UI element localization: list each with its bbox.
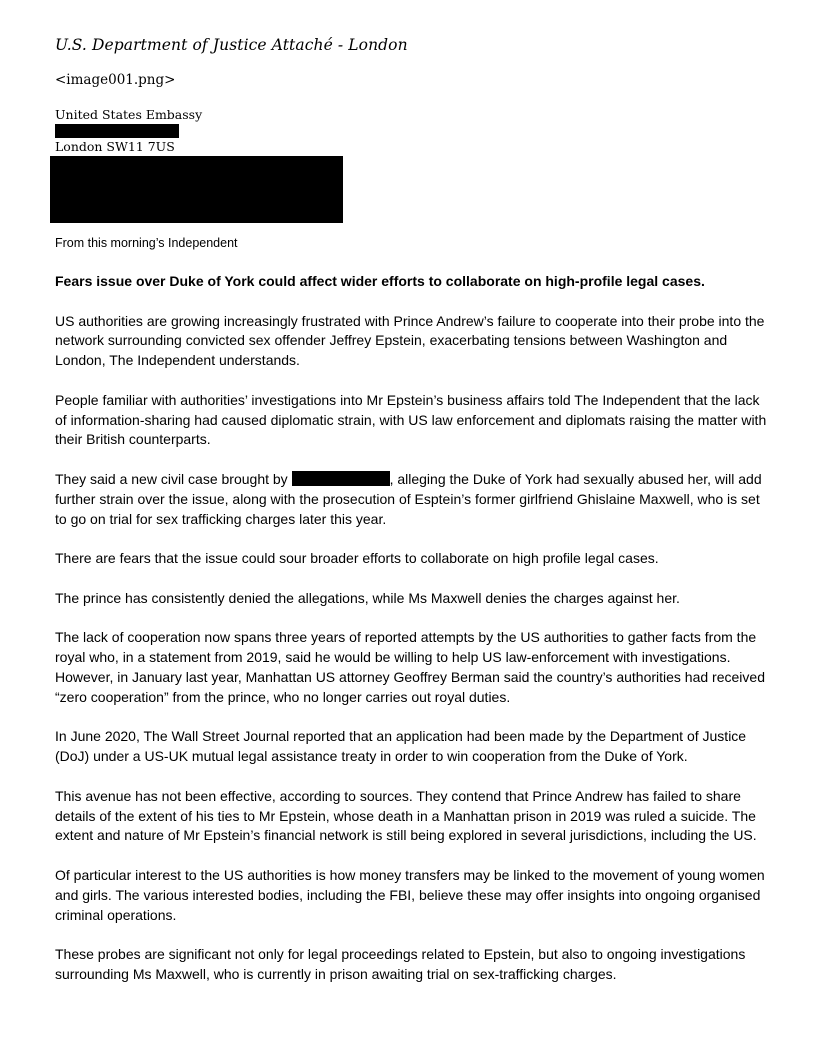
article-paragraph-1: US authorities are growing increasingly frustrated with Prince Andrew’s failure to cooperate into their probe into the network surrounding convicted sex offender Jeffrey Epstein, exacerbating tensions between Washington and London, The Independent understands. xyxy=(55,312,765,369)
article-paragraph-4: There are fears that the issue could sour broader efforts to collaborate on high profile legal cases. xyxy=(55,550,659,567)
embassy-city: London SW11 7US xyxy=(55,139,175,154)
article-paragraph-5: The prince has consistently denied the allegations, while Ms Maxwell denies the charges against her. xyxy=(55,589,680,606)
redaction-block xyxy=(50,156,343,223)
article-paragraph-9: Of particular interest to the US authorities is how money transfers may be linked to the movement of young women and girls. The various interested bodies, including the FBI, believe these may offer insights into ongoing organised criminal operations. xyxy=(55,866,765,923)
article-body xyxy=(55,272,767,1004)
redaction-name xyxy=(292,471,390,486)
article-paragraph-10: These probes are significant not only for legal proceedings related to Epstein, but also to ongoing investigations surrounding Ms Maxwell, who is currently in prison awaiting trial on sex-trafficking charges. xyxy=(55,946,746,982)
paragraph-3-after: , alleging the Duke of York had sexually abused her, will add further strain over the issue, along with the prosecution of Esptein’s former girlfriend Ghislaine Maxwell, who is set to go on trial for sex trafficking charges later this year. xyxy=(55,470,762,527)
article-paragraph-8: This avenue has not been effective, according to sources. They contend that Prince Andrew has failed to share details of the extent of his ties to Mr Epstein, whose death in a Manhattan prison in 2019 was ruled a suicide. The extent and nature of Mr Epstein’s financial network is still being explored in several jurisdictions, including the US. xyxy=(55,787,757,844)
source-line: From this morning’s Independent xyxy=(55,236,238,250)
article-paragraph-6: The lack of cooperation now spans three years of reported attempts by the US authorities to gather facts from the royal who, in a statement from 2019, said he would be willing to help US law-enforcement with investigations. However, in January last year, Manhattan US attorney Geoffrey Berman said the country’s authorities had received “zero cooperation” from the prince, who no longer carries out royal duties. xyxy=(55,629,765,705)
article-paragraph-2: People familiar with authorities’ investigations into Mr Epstein’s business affairs told The Independent that the lack of information-sharing had caused diplomatic strain, with US law enforcement and diplomats raising the matter with their British counterparts. xyxy=(55,391,767,448)
image-placeholder-text: <image001.png> xyxy=(55,72,176,88)
embassy-name: United States Embassy xyxy=(55,107,203,122)
paragraph-3-before: They said a new civil case brought by xyxy=(55,470,292,487)
letterhead-title: U.S. Department of Justice Attaché - London xyxy=(55,36,408,54)
redaction-address xyxy=(55,124,179,138)
article-headline: Fears issue over Duke of York could affect wider efforts to collaborate on high-profile legal cases. xyxy=(55,273,705,289)
article-paragraph-7: In June 2020, The Wall Street Journal reported that an application had been made by the Department of Justice (DoJ) under a US-UK mutual legal assistance treaty in order to win cooperation from the Duke of York. xyxy=(55,728,747,765)
article-paragraph-3 xyxy=(55,470,767,529)
